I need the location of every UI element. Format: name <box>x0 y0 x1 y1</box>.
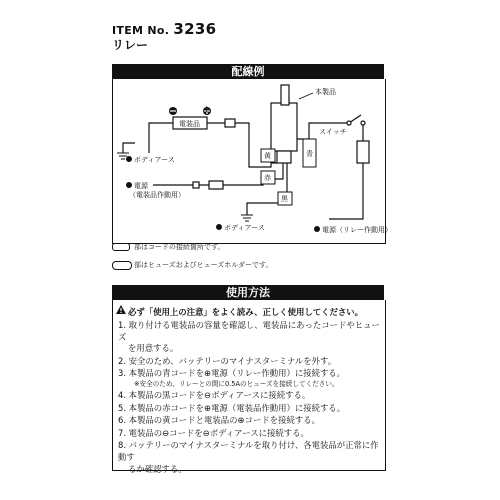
power-device-sublabel: （電装品作動用） <box>129 191 185 199</box>
step-6: 6. 本製品の黄コードと電装品の⊕コードを接続する。 <box>118 415 320 426</box>
steps-list <box>118 320 384 476</box>
step-3-note: ※安全のため、リレーとの間に0.5Aのヒューズを接続してください。 <box>134 379 339 388</box>
item-prefix: ITEM No. <box>112 24 170 37</box>
legend-connection: 部はコードの接続箇所です。 <box>134 243 225 251</box>
minus-label: − <box>170 105 178 115</box>
item-number-value: 3236 <box>173 20 217 38</box>
warning-icon <box>116 305 126 314</box>
plus-label: + <box>203 105 211 115</box>
usage-title: 使用方法 <box>112 285 384 300</box>
polarity-symbols <box>126 107 320 232</box>
switch-label: スイッチ <box>319 128 347 136</box>
legend-fuse: 部はヒューズおよびヒューズホルダーです。 <box>134 261 273 269</box>
body-earth-label-1: ボディアース <box>134 156 175 164</box>
diagram-title: 配線例 <box>112 64 384 79</box>
fuse-holder-icon <box>112 261 132 270</box>
warning-text: 必ず「使用上の注意」をよく読み、正しく使用してください。 <box>128 307 364 317</box>
step-3: 3. 本製品の青コードを⊕電源（リレー作動用）に接続する。 ※安全のため、リレーとの間に0.5Aのヒューズを接続してください。 <box>118 368 384 389</box>
diagram-panel <box>112 79 392 244</box>
step-4: 4. 本製品の黒コードを⊖ボディアースに接続する。 <box>118 389 311 400</box>
device-label: 電装品 <box>179 120 200 128</box>
wire-blue-label: 青 <box>306 150 313 158</box>
body-earth-label-2: ボディアース <box>224 224 265 232</box>
wire-yellow-label: 黄 <box>264 152 271 160</box>
step-1: 1. 取り付ける電装品の容量を確認し、電装品にあったコードやヒューズ を用意する。 <box>118 320 380 354</box>
step-8: 8. バッテリーのマイナスターミナルを取り付け、各電装品が正常に作動す るか確認する。 <box>118 440 379 474</box>
power-device-label: 電源 <box>134 182 148 190</box>
step-7: 7. 電装品の⊖コードを⊖ボディアースに接続する。 <box>118 427 309 438</box>
power-relay-label: 電源（リレー作動用） <box>322 226 392 234</box>
product-label: 本製品 <box>315 88 336 96</box>
wire-black-label: 黒 <box>281 195 288 203</box>
step-2: 2. 安全のため、バッテリーのマイナスターミナルを外す。 <box>118 355 337 366</box>
product-name: リレー <box>112 38 149 52</box>
wire-red-label: 赤 <box>264 174 271 182</box>
connection-point-icon <box>112 243 130 251</box>
step-5: 5. 本製品の赤コードを⊕電源（電装品作動用）に接続する。 <box>118 402 346 413</box>
